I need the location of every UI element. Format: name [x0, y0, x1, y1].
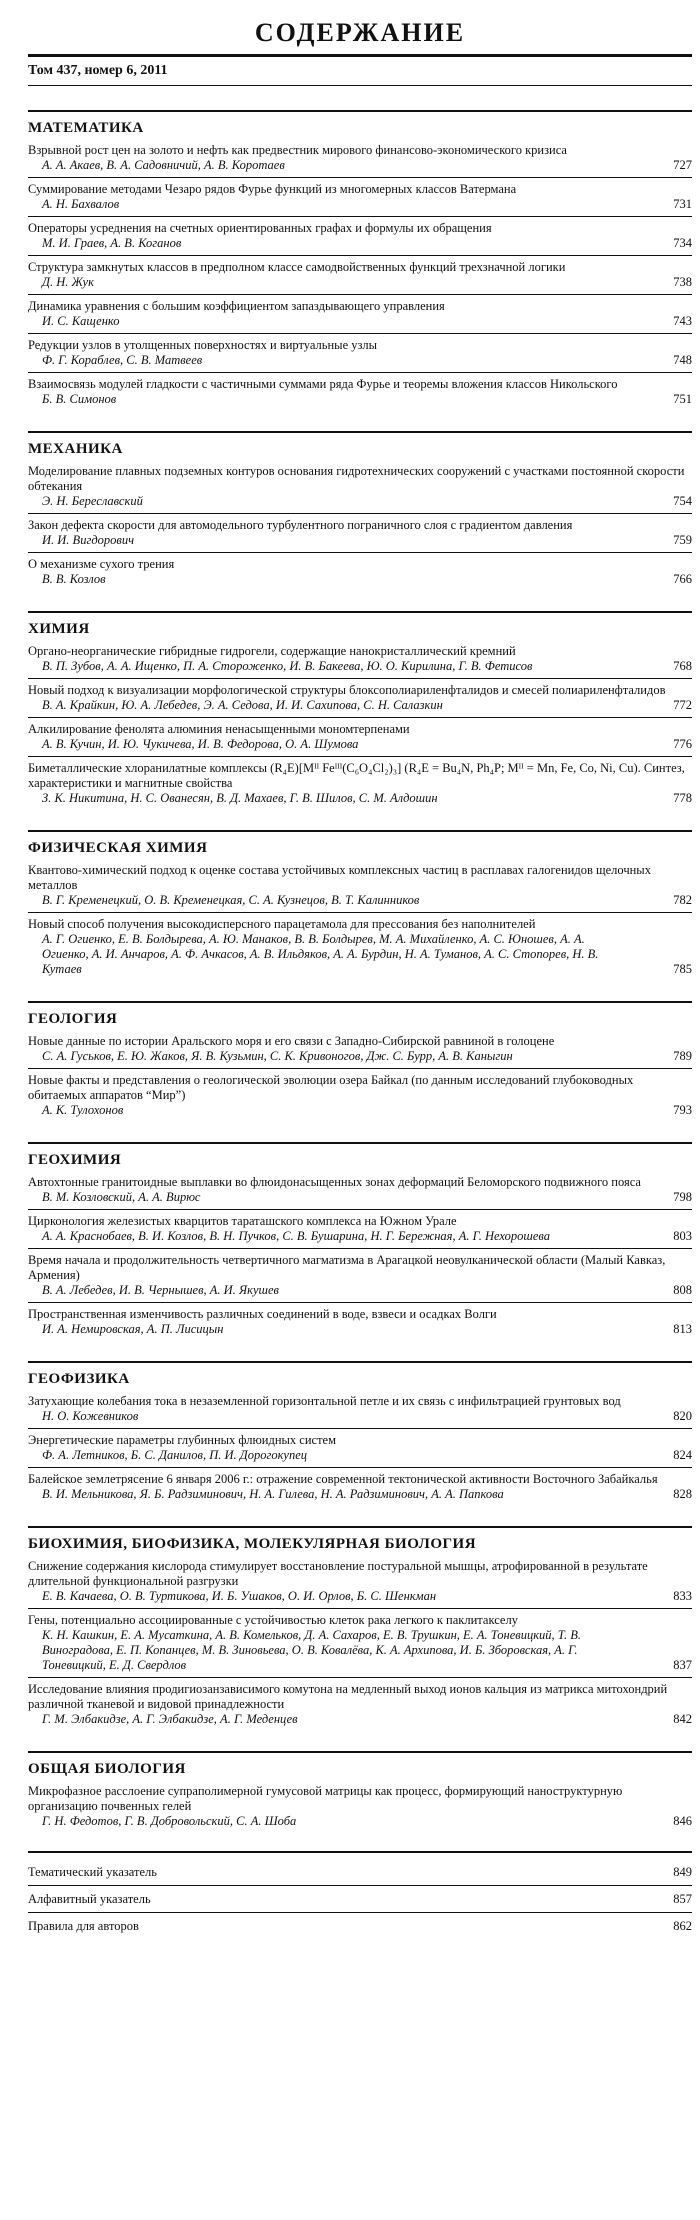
index-label: Алфавитный указатель: [28, 1892, 151, 1906]
section-heading: ФИЗИЧЕСКАЯ ХИМИЯ: [28, 830, 692, 857]
authors-row: [28, 158, 692, 173]
article-authors: С. А. Гуськов, Е. Ю. Жаков, Я. В. Кузьмин, С. К. Кривоногов, Дж. С. Бурр, А. В. Каныгин: [42, 1049, 513, 1063]
toc-entry[interactable]: [28, 1073, 692, 1118]
page-number: 849: [673, 1865, 692, 1879]
article-title: О механизме сухого трения: [28, 557, 175, 571]
entry-divider: [28, 552, 692, 553]
toc-entry[interactable]: [28, 761, 692, 806]
toc-entry[interactable]: [28, 683, 692, 713]
page-number: 833: [673, 1589, 692, 1603]
toc-entry[interactable]: [28, 1394, 692, 1424]
article-authors: А. А. Акаев, В. А. Садовничий, А. В. Коротаев: [42, 158, 285, 172]
toc-entry[interactable]: [28, 557, 692, 587]
page-number: 751: [673, 392, 692, 406]
page-number: 727: [673, 158, 692, 172]
article-title: Биметаллические хлоранилатные комплексы (R₄E)[Mᴵᴵ Feᴵᴵᴵ(C₆O₄Cl₂)₃] (R₄E = Bu₄N, Ph₄P; Mᴵᴵ = Mn, Fe, Co, Ni, Cu). Синтез, характеристики и магнитные свойства: [28, 761, 685, 790]
article-title: Редукции узлов в утолщенных поверхностях и виртуальные узлы: [28, 338, 378, 352]
page-number: 754: [673, 494, 692, 508]
toc-entry[interactable]: [28, 299, 692, 329]
article-title: Динамика уравнения с большим коэффициентом запаздывающего управления: [28, 299, 445, 313]
article-authors: Ф. Г. Кораблев, С. В. Матвеев: [42, 353, 203, 367]
entry-divider: [28, 1428, 692, 1429]
authors-row: [28, 1814, 692, 1829]
article-title: Операторы усреднения на счетных ориентированных графах и формулы их обращения: [28, 221, 492, 235]
page-number: 785: [673, 962, 692, 976]
authors-row: [28, 698, 692, 713]
section: [28, 611, 692, 806]
page-number: 862: [673, 1919, 692, 1933]
article-authors: В. Г. Кременецкий, О. В. Кременецкая, С. А. Кузнецов, В. Т. Калинников: [42, 893, 420, 907]
page-number: 824: [673, 1448, 692, 1462]
toc-entry[interactable]: [28, 338, 692, 368]
sections-container: [28, 110, 692, 1829]
authors-row: [28, 1049, 692, 1064]
indexes-list: [28, 1851, 692, 1939]
toc-entry[interactable]: [28, 260, 692, 290]
toc-entry[interactable]: [28, 1613, 692, 1673]
article-authors: В. А. Лебедев, И. В. Чернышев, А. И. Якушев: [42, 1283, 279, 1297]
page-number: 743: [673, 314, 692, 328]
section-heading: ОБЩАЯ БИОЛОГИЯ: [28, 1751, 692, 1778]
article-title: Цирконология железистых кварцитов тараташского комплекса на Южном Урале: [28, 1214, 457, 1228]
authors-row: [28, 893, 692, 908]
page-number: 813: [673, 1322, 692, 1336]
article-authors: Б. В. Симонов: [42, 392, 117, 406]
section-heading: МЕХАНИКА: [28, 431, 692, 458]
section: [28, 1361, 692, 1502]
entry-divider: [28, 1677, 692, 1678]
page-number: 768: [673, 659, 692, 673]
authors-row: [28, 494, 692, 509]
page-number: 846: [673, 1814, 692, 1828]
authors-row: [28, 236, 692, 251]
index-label: Правила для авторов: [28, 1919, 139, 1933]
page-number: 766: [673, 572, 692, 586]
entry-divider: [28, 1248, 692, 1249]
entry-divider: [28, 177, 692, 178]
volume-rule: [28, 85, 692, 86]
article-title: Структура замкнутых классов в предполном классе самодвойственных функций трехзначной логики: [28, 260, 566, 274]
section: [28, 1142, 692, 1337]
page-number: 842: [673, 1712, 692, 1726]
entry-divider: [28, 255, 692, 256]
article-authors: Э. Н. Береславский: [42, 494, 143, 508]
article-authors: А. А. Краснобаев, В. И. Козлов, В. Н. Пучков, С. В. Бушарина, Н. Г. Бережная, А. Г. Нехорошева: [42, 1229, 550, 1243]
entry-divider: [28, 1467, 692, 1468]
authors-row: [28, 353, 692, 368]
article-title: Квантово-химический подход к оценке состава устойчивых комплексных частиц в расплавах галогенидов щелочных металлов: [28, 863, 651, 892]
page-number: 837: [673, 1658, 692, 1672]
entry-divider: [28, 678, 692, 679]
section: [28, 830, 692, 977]
article-title: Органо-неорганические гибридные гидрогели, содержащие нанокристаллический кремний: [28, 644, 516, 658]
section: [28, 1001, 692, 1118]
toc-entry[interactable]: [28, 1214, 692, 1244]
article-title: Взаимосвязь модулей гладкости с частичными суммами ряда Фурье и теоремы вложения классов Никольского: [28, 377, 618, 391]
article-title: Затухающие колебания тока в незаземленной горизонтальной петле и их связь с инфильтрацией грунтовых вод: [28, 1394, 621, 1408]
authors-row: [28, 1322, 692, 1337]
authors-row: [28, 737, 692, 752]
article-title: Снижение содержания кислорода стимулирует восстановление постуральной мышцы, атрофированной в результате длительной функциональной разгрузки: [28, 1559, 648, 1588]
article-authors: А. К. Тулохонов: [42, 1103, 124, 1117]
article-title: Закон дефекта скорости для автомодельного турбулентного пограничного слоя с градиентом давления: [28, 518, 573, 532]
page-number: 731: [673, 197, 692, 211]
authors-row: [28, 1409, 692, 1424]
article-title: Энергетические параметры глубинных флюидных систем: [28, 1433, 337, 1447]
volume-info: Том 437, номер 6, 2011: [28, 63, 168, 78]
toc-entry[interactable]: [28, 917, 692, 977]
authors-row: [28, 1448, 692, 1463]
authors-row: [28, 659, 692, 674]
entry-divider: [28, 1608, 692, 1609]
section-heading: ХИМИЯ: [28, 611, 692, 638]
authors-row: [28, 1283, 692, 1298]
page-number: 734: [673, 236, 692, 250]
page-number: 803: [673, 1229, 692, 1243]
article-authors: К. Н. Кашкин, Е. А. Мусаткина, А. В. Комельков, Д. А. Сахаров, Е. В. Трушкин, Е. А. Тоневицкий, Т. В. Виноградова, Е. П. Копанцев, М. В. Зиновьева, О. В. Ковалёва, К. А. Архипова, И. Б. Зборовская, А. Г. Тоневицкий, Е. Д. Свердлов: [42, 1628, 581, 1672]
section: [28, 431, 692, 587]
article-authors: А. Г. Огиенко, Е. В. Болдырева, А. Ю. Манаков, В. В. Болдырев, М. А. Михайленко, А. С. Юношев, А. А. Огиенко, А. И. Анчаров, А. Ф. Ачкасов, А. В. Ильдяков, А. А. Бурдин, Н. А. Туманов, А. С. Стопорев, Н. В. Кутаев: [42, 932, 599, 976]
page-number: 778: [673, 791, 692, 805]
toc-entry[interactable]: [28, 644, 692, 674]
toc-entry[interactable]: [28, 143, 692, 173]
page-number: 793: [673, 1103, 692, 1117]
authors-row: [28, 1229, 692, 1244]
authors-row: [28, 1628, 692, 1673]
article-authors: А. В. Кучин, И. Ю. Чукичева, И. В. Федорова, О. А. Шумова: [42, 737, 359, 751]
article-authors: В. П. Зубов, А. А. Ищенко, П. А. Стороженко, И. В. Бакеева, Ю. О. Кирилина, Г. В. Фетисов: [42, 659, 533, 673]
article-title: Суммирование методами Чезаро рядов Фурье функций из многомерных классов Ватермана: [28, 182, 517, 196]
section: [28, 1526, 692, 1727]
page-number: 738: [673, 275, 692, 289]
section-heading: ГЕОХИМИЯ: [28, 1142, 692, 1169]
page-number: 798: [673, 1190, 692, 1204]
authors-row: [28, 533, 692, 548]
toc-entry[interactable]: [28, 377, 692, 407]
article-authors: В. А. Крайкин, Ю. А. Лебедев, Э. А. Седова, И. И. Сахипова, С. Н. Салазкин: [42, 698, 443, 712]
authors-row: [28, 1190, 692, 1205]
index-label: Тематический указатель: [28, 1865, 157, 1879]
article-authors: В. И. Мельникова, Я. Б. Радзиминович, Н. А. Гилева, Н. А. Радзиминович, А. А. Папкова: [42, 1487, 504, 1501]
toc-entry[interactable]: [28, 221, 692, 251]
article-authors: И. И. Вигдорович: [42, 533, 135, 547]
authors-row: [28, 932, 692, 977]
article-authors: В. В. Козлов: [42, 572, 106, 586]
toc-entry[interactable]: [28, 1175, 692, 1205]
toc-entry[interactable]: [28, 1784, 692, 1829]
article-title: Гены, потенциально ассоциированные с устойчивостью клеток рака легкого к паклитакселу: [28, 1613, 518, 1627]
authors-row: [28, 197, 692, 212]
page-title: СОДЕРЖАНИЕ: [254, 18, 466, 47]
entry-divider: [28, 912, 692, 913]
toc-entry[interactable]: [28, 863, 692, 908]
entry-divider: [28, 513, 692, 514]
authors-row: [28, 1103, 692, 1118]
article-title: Взрывной рост цен на золото и нефть как предвестник мирового финансово-экономического кризиса: [28, 143, 567, 157]
page-number: 772: [673, 698, 692, 712]
entry-divider: [28, 1068, 692, 1069]
article-authors: Ф. А. Летников, Б. С. Данилов, П. И. Дорогокупец: [42, 1448, 308, 1462]
page-number: 808: [673, 1283, 692, 1297]
page-number: 776: [673, 737, 692, 751]
toc-entry[interactable]: [28, 1682, 692, 1727]
section-heading: ГЕОЛОГИЯ: [28, 1001, 692, 1028]
entry-divider: [28, 216, 692, 217]
authors-row: [28, 791, 692, 806]
article-title: Пространственная изменчивость различных соединений в воде, взвеси и осадках Волги: [28, 1307, 497, 1321]
article-authors: Г. Н. Федотов, Г. В. Добровольский, С. А. Шоба: [42, 1814, 297, 1828]
article-title: Моделирование плавных подземных контуров основания гидротехнических сооружений с участками постоянной скорости обтекания: [28, 464, 685, 493]
article-authors: З. К. Никитина, Н. С. Ованесян, В. Д. Махаев, Г. В. Шилов, С. М. Алдошин: [42, 791, 438, 805]
article-title: Время начала и продолжительность четвертичного магматизма в Арагацкой неовулканической области (Малый Кавказ, Армения): [28, 1253, 666, 1282]
article-title: Исследование влияния продигиозанзависимого комутона на медленный выход ионов кальция из матрикса митохондрий различной тканевой и видовой принадлежности: [28, 1682, 668, 1711]
toc-entry[interactable]: [28, 1253, 692, 1298]
authors-row: [28, 314, 692, 329]
authors-row: [28, 392, 692, 407]
article-authors: В. М. Козловский, А. А. Вирюс: [42, 1190, 201, 1204]
toc-entry[interactable]: [28, 518, 692, 548]
entry-divider: [28, 1302, 692, 1303]
article-authors: И. С. Кащенко: [42, 314, 120, 328]
article-title: Новые факты и представления о геологической эволюции озера Байкал (по данным исследований глубоководных обитаемых аппаратов “Мир”): [28, 1073, 634, 1102]
entry-divider: [28, 372, 692, 373]
authors-row: [28, 1589, 692, 1604]
toc-entry[interactable]: [28, 1559, 692, 1604]
article-title: Новый способ получения высокодисперсного парацетамола для прессования без наполнителей: [28, 917, 536, 931]
page-number: 759: [673, 533, 692, 547]
authors-row: [28, 572, 692, 587]
toc-entry[interactable]: [28, 182, 692, 212]
entry-divider: [28, 717, 692, 718]
section-heading: ГЕОФИЗИКА: [28, 1361, 692, 1388]
authors-row: [28, 275, 692, 290]
toc-entry[interactable]: [28, 722, 692, 752]
authors-row: [28, 1712, 692, 1727]
article-title: Микрофазное расслоение супраполимерной гумусовой матрицы как процесс, формирующий наноструктурную организацию почвенных гелей: [28, 1784, 623, 1813]
entry-divider: [28, 333, 692, 334]
toc-entry[interactable]: [28, 1307, 692, 1337]
article-authors: Е. В. Качаева, О. В. Туртикова, И. Б. Ушаков, О. И. Орлов, Б. С. Шенкман: [42, 1589, 437, 1603]
article-title: Балейское землетрясение 6 января 2006 г.: отражение современной тектонической активности Восточного Забайкалья: [28, 1472, 658, 1486]
page-number: 820: [673, 1409, 692, 1423]
section: [28, 110, 692, 407]
article-title: Алкилирование фенолята алюминия ненасыщенными мономтерпенами: [28, 722, 410, 736]
section-heading: МАТЕМАТИКА: [28, 110, 692, 137]
page-number: 789: [673, 1049, 692, 1063]
toc-entry[interactable]: [28, 1034, 692, 1064]
authors-row: [28, 1487, 692, 1502]
article-authors: Д. Н. Жук: [42, 275, 94, 289]
article-authors: М. И. Граев, А. В. Коганов: [42, 236, 182, 250]
article-authors: Н. О. Кожевников: [42, 1409, 139, 1423]
toc-entry[interactable]: [28, 1472, 692, 1502]
article-authors: Г. М. Элбакидзе, А. Г. Элбакидзе, А. Г. Меденцев: [42, 1712, 298, 1726]
toc-entry[interactable]: [28, 464, 692, 509]
article-authors: А. Н. Бахвалов: [42, 197, 120, 211]
index-row[interactable]: [28, 1913, 692, 1939]
article-authors: И. А. Немировская, А. П. Лисицын: [42, 1322, 224, 1336]
entry-divider: [28, 1209, 692, 1210]
toc-entry[interactable]: [28, 1433, 692, 1463]
index-row[interactable]: [28, 1886, 692, 1913]
page-number: 748: [673, 353, 692, 367]
contents-page: [28, 0, 692, 1939]
page-number: 828: [673, 1487, 692, 1501]
section-heading: БИОХИМИЯ, БИОФИЗИКА, МОЛЕКУЛЯРНАЯ БИОЛОГИЯ: [28, 1526, 692, 1553]
section: [28, 1751, 692, 1829]
page-number: 782: [673, 893, 692, 907]
article-title: Автохтонные гранитоидные выплавки во флюидонасыщенных зонах деформаций Беломорского подвижного пояса: [28, 1175, 641, 1189]
article-title: Новый подход к визуализации морфологической структуры блоксополиариленфталидов и смесей полиариленфталидов: [28, 683, 666, 697]
page-number: 857: [673, 1892, 692, 1906]
entry-divider: [28, 294, 692, 295]
entry-divider: [28, 756, 692, 757]
index-row[interactable]: [28, 1859, 692, 1886]
article-title: Новые данные по истории Аральского моря и его связи с Западно-Сибирской равниной в голоцене: [28, 1034, 555, 1048]
